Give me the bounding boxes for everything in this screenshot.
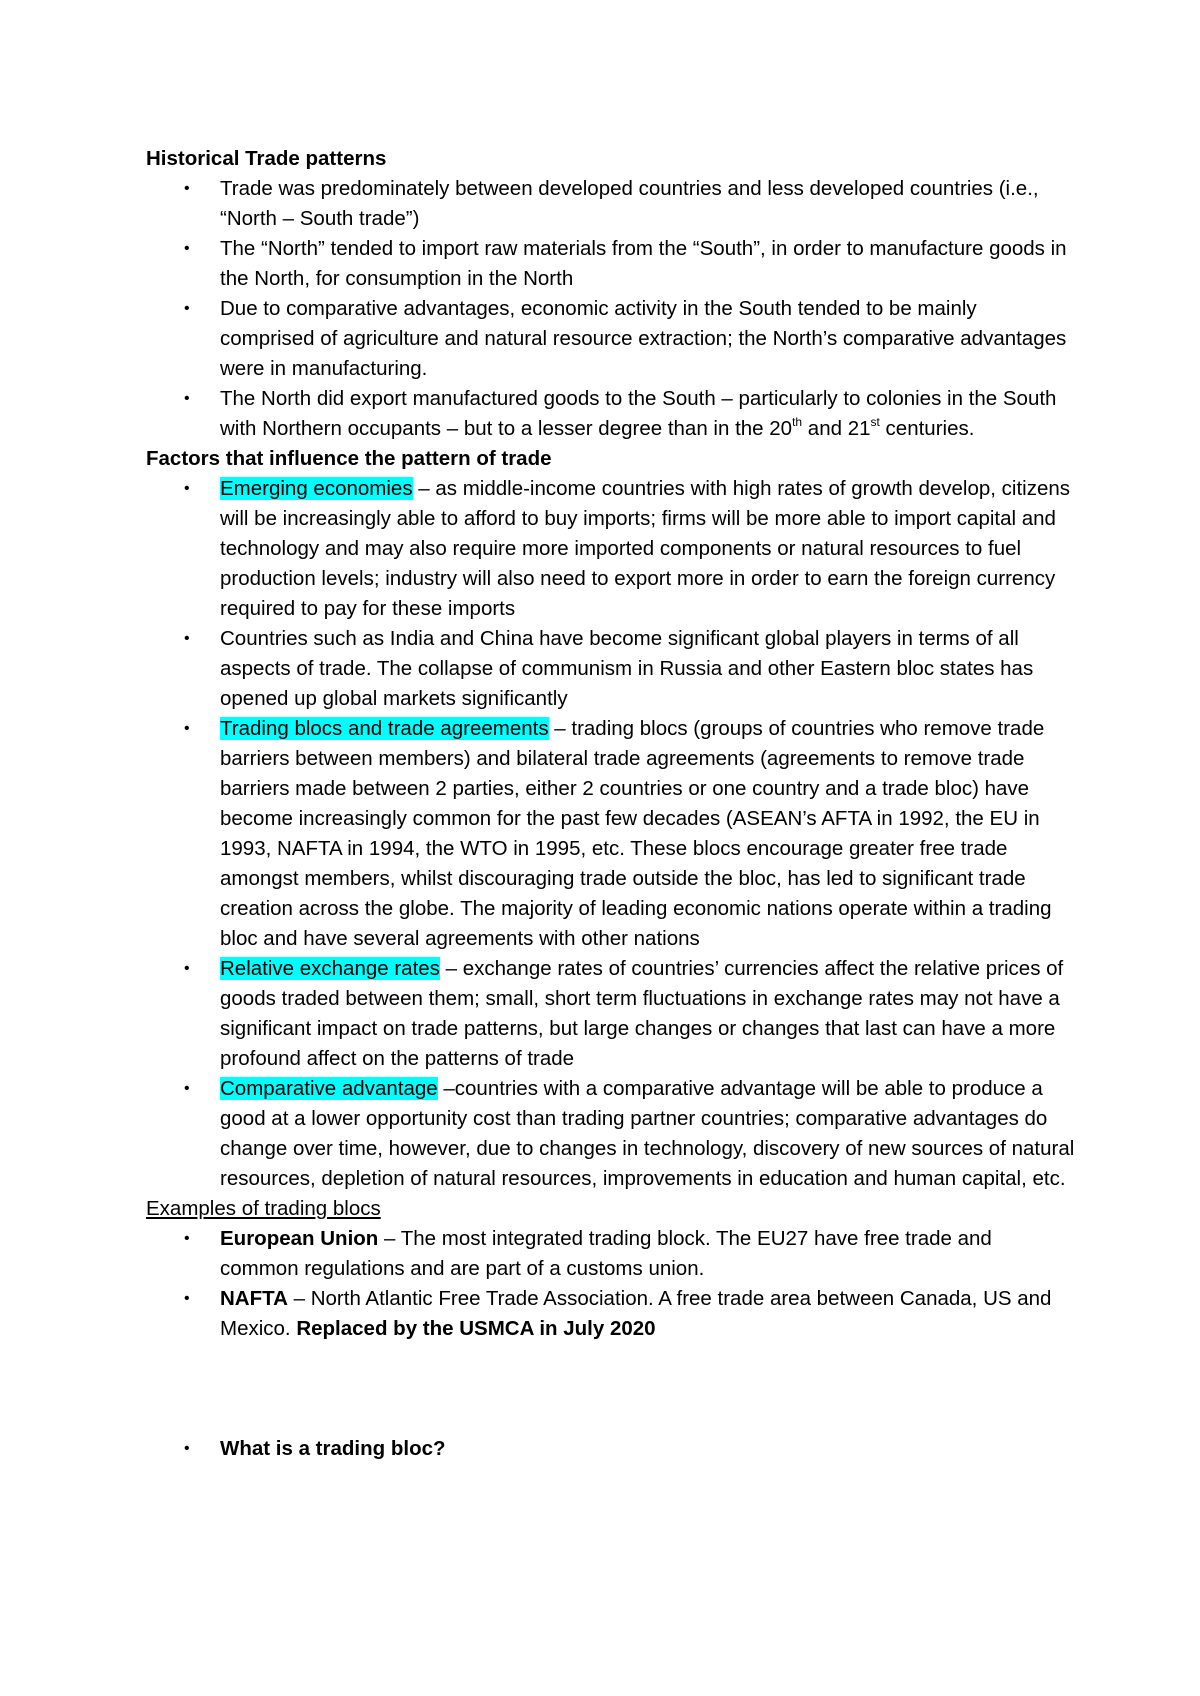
bullet-icon: • bbox=[184, 300, 190, 317]
item-text: – as middle-income countries with high rates of growth develop, citizens will be increasingly able to afford to buy imports; firms will be more able to import capital and technology and may also require more imported components or natural resources to fuel production levels; industry will also need to export more in order to earn the foreign currency required to pay for these imports bbox=[220, 477, 1071, 620]
list-item bbox=[146, 234, 1076, 294]
list-item bbox=[146, 174, 1076, 234]
factors-heading: Factors that influence the pattern of trade bbox=[146, 447, 552, 470]
document-page bbox=[146, 144, 1076, 1464]
examples-list bbox=[146, 1224, 1076, 1344]
list-item bbox=[146, 1434, 1076, 1464]
highlighted-term: Relative exchange rates bbox=[220, 957, 440, 980]
bloc-name: European Union bbox=[220, 1227, 379, 1250]
item-text: Due to comparative advantages, economic activity in the South tended to be mainly comprised of agriculture and natural resource extraction; the North’s comparative advantages were in manufacturing. bbox=[220, 297, 1067, 380]
highlighted-term: Trading blocs and trade agreements bbox=[220, 717, 549, 740]
bullet-icon: • bbox=[184, 1440, 190, 1457]
list-item bbox=[146, 714, 1076, 954]
item-text: The North did export manufactured goods to the South – particularly to colonies in the South with Northern occupants – but to a lesser degree than in the 20 bbox=[220, 387, 1057, 440]
item-text: The “North” tended to import raw materials from the “South”, in order to manufacture goods in the North, for consumption in the North bbox=[220, 237, 1067, 290]
superscript: st bbox=[870, 415, 880, 429]
bloc-name: NAFTA bbox=[220, 1287, 288, 1310]
bullet-icon: • bbox=[184, 1230, 190, 1247]
superscript: th bbox=[792, 415, 803, 429]
examples-heading: Examples of trading blocs bbox=[146, 1197, 381, 1220]
item-text: centuries. bbox=[879, 417, 975, 440]
highlighted-term: Emerging economies bbox=[220, 477, 413, 500]
item-text: –countries with a comparative advantage will be able to produce a good at a lower opportunity cost than trading partner countries; comparative advantages do change over time, however, due to changes in technology, discovery of new sources of natural resources, depletion of natural resources, improvements in education and human capital, etc. bbox=[220, 1077, 1075, 1190]
list-item bbox=[146, 384, 1076, 444]
list-item bbox=[146, 1074, 1076, 1194]
historical-heading: Historical Trade patterns bbox=[146, 147, 387, 170]
bullet-icon: • bbox=[184, 480, 190, 497]
historical-list bbox=[146, 174, 1076, 444]
replacement-note: Replaced by the USMCA in July 2020 bbox=[296, 1317, 656, 1340]
highlighted-term: Comparative advantage bbox=[220, 1077, 438, 1100]
list-item bbox=[146, 1284, 1076, 1344]
list-item bbox=[146, 954, 1076, 1074]
bullet-icon: • bbox=[184, 240, 190, 257]
item-text: Trade was predominately between developed countries and less developed countries (i.e., “North – South trade”) bbox=[220, 177, 1039, 230]
item-text: – The most integrated trading block. The EU27 have free trade and common regulations and are part of a customs union. bbox=[220, 1227, 992, 1280]
item-text: Countries such as India and China have become significant global players in terms of all aspects of trade. The collapse of communism in Russia and other Eastern bloc states has opened up global markets significantly bbox=[220, 627, 1034, 710]
list-item bbox=[146, 1224, 1076, 1284]
item-text: – trading blocs (groups of countries who remove trade barriers between members) and bilateral trade agreements (agreements to remove trade barriers made between 2 parties, either 2 countries or one country and a trade bloc) have become increasingly common for the past few decades (ASEAN’s AFTA in 1992, the EU in 1993, NAFTA in 1994, the WTO in 1995, etc. These blocs encourage greater free trade amongst members, whilst discouraging trade outside the bloc, has led to significant trade creation across the globe. The majority of leading economic nations operate within a trading bloc and have several agreements with other nations bbox=[220, 717, 1052, 950]
list-item bbox=[146, 624, 1076, 714]
list-item bbox=[146, 474, 1076, 624]
list-item bbox=[146, 294, 1076, 384]
bullet-icon: • bbox=[184, 630, 190, 647]
bullet-icon: • bbox=[184, 390, 190, 407]
item-text: – exchange rates of countries’ currencies affect the relative prices of goods traded between them; small, short term fluctuations in exchange rates may not have a significant impact on trade patterns, but large changes or changes that last can have a more profound affect on the patterns of trade bbox=[220, 957, 1064, 1070]
item-text: and 21 bbox=[802, 417, 871, 440]
bullet-icon: • bbox=[184, 720, 190, 737]
blank-space bbox=[146, 1344, 1076, 1434]
bullet-icon: • bbox=[184, 960, 190, 977]
bullet-icon: • bbox=[184, 1080, 190, 1097]
bullet-icon: • bbox=[184, 180, 190, 197]
bullet-icon: • bbox=[184, 1290, 190, 1307]
question-text: What is a trading bloc? bbox=[220, 1437, 446, 1460]
factors-list bbox=[146, 474, 1076, 1194]
question-list bbox=[146, 1434, 1076, 1464]
item-text: – North Atlantic Free Trade Association. A free trade area between Canada, US and Mexico. bbox=[220, 1287, 1052, 1340]
